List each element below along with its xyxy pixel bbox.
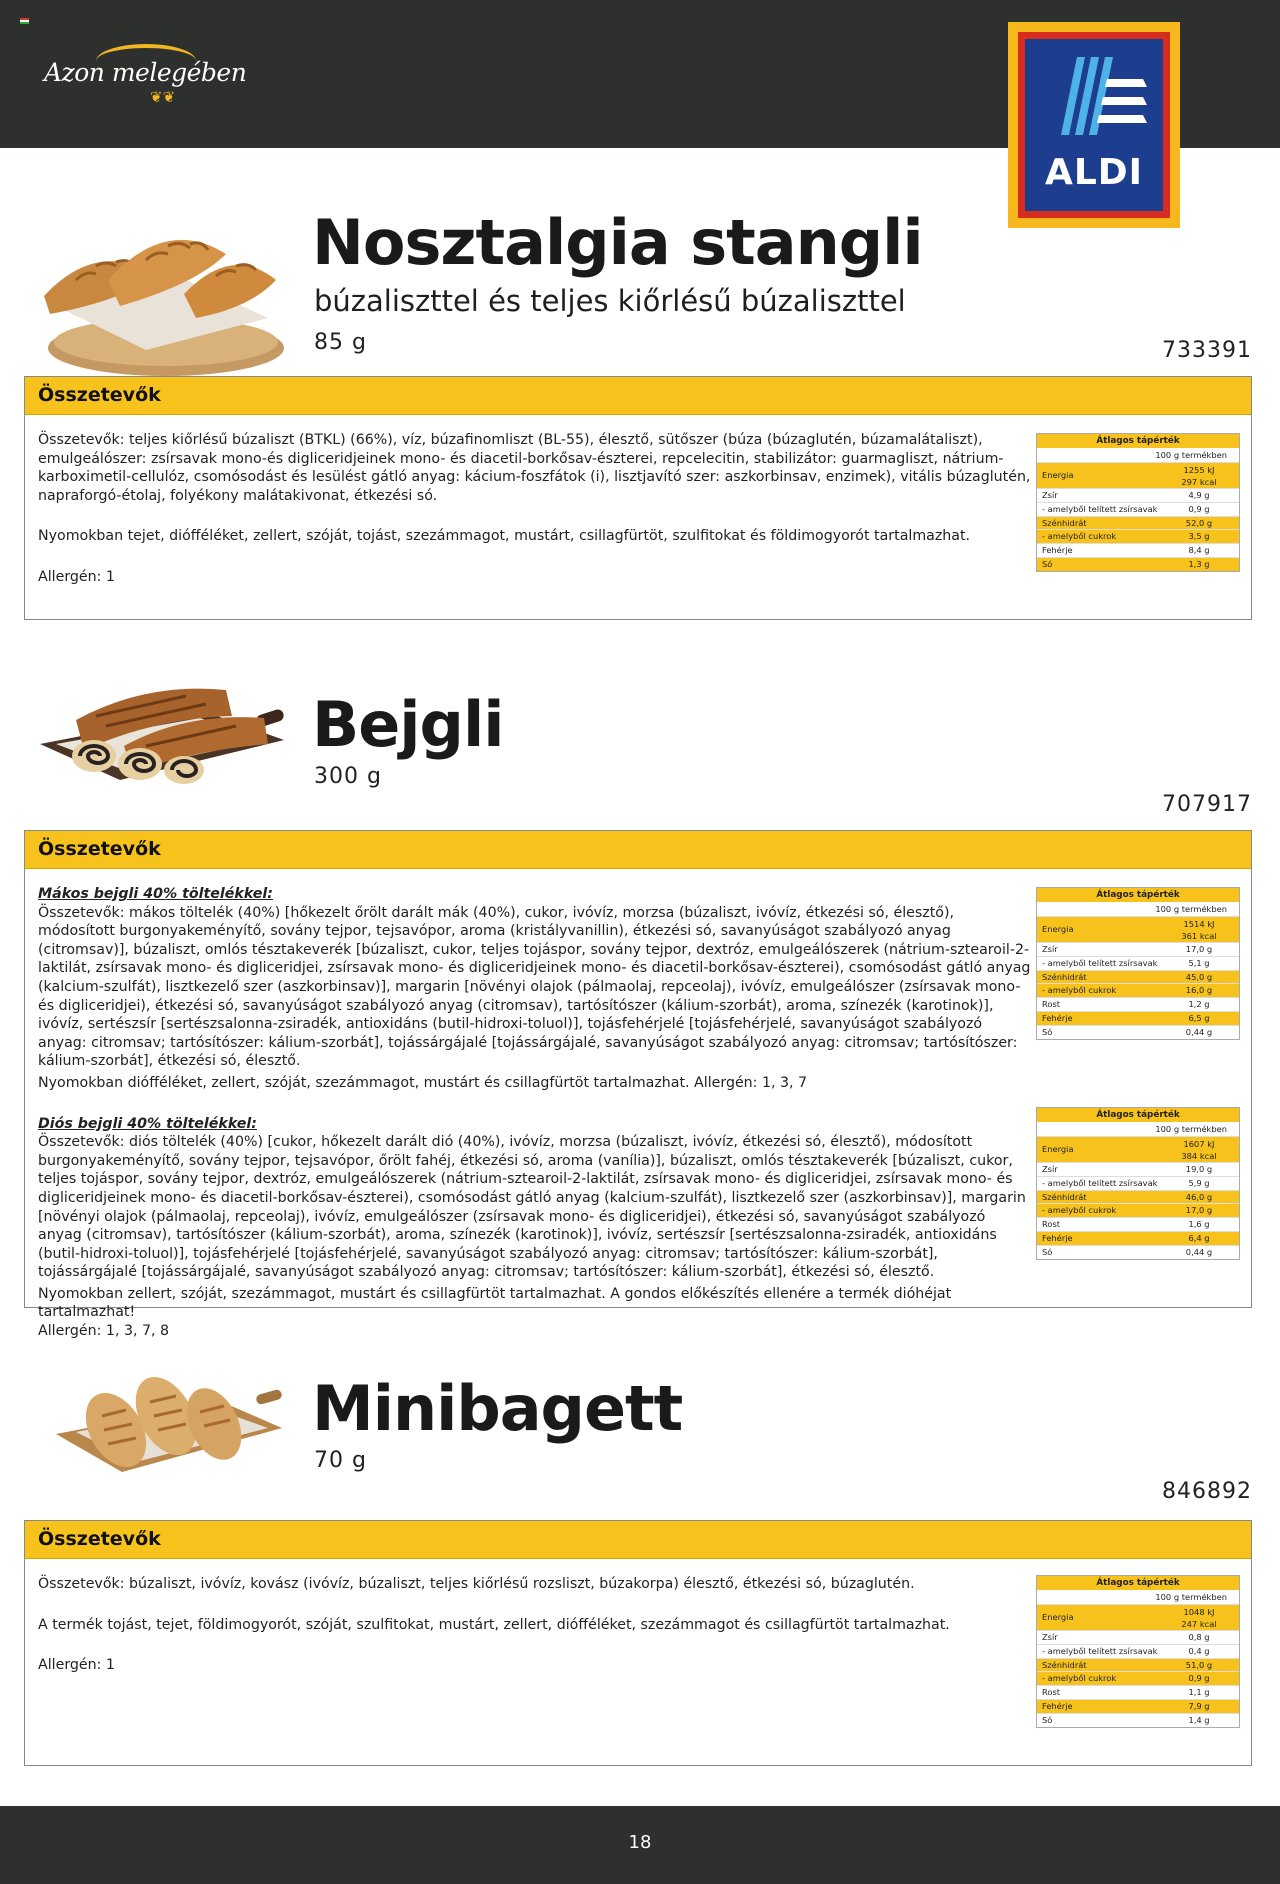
traces-text-dios: Nyomokban zellert, szóját, szezámmagot, mustárt és csillagfürtöt tartalmazhat. A gondos előkészítés ellenére a termék dióhéjat tartalmazhat!: [38, 1285, 952, 1321]
page-footer: [0, 1806, 1280, 1884]
product-title-minibagett: Minibagett: [312, 1372, 683, 1445]
ingredients-box-minibagett: [24, 1520, 1252, 1766]
product-weight-bejgli: 300 g: [314, 764, 382, 789]
ingredients-header: Összetevők: [25, 1521, 1251, 1559]
product-weight-stangli: 85 g: [314, 330, 367, 355]
traces-text: A termék tojást, tejet, földimogyorót, szóját, szulfitokat, mustárt, zellert, diófféléket, szezámmagot és csillagfürtöt tartalmazhat.: [38, 1616, 950, 1633]
allergen-text: Allergén: 1: [38, 1657, 115, 1674]
ingredients-text: Összetevők: búzaliszt, ivóvíz, kovász (ivóvíz, búzaliszt, teljes kiőrlésű rozsliszt, búzakorpa) élesztő, étkezési só, búzaglutén.: [38, 1576, 915, 1592]
allergen-text-dios: Allergén: 1, 3, 7, 8: [38, 1323, 170, 1340]
ingredients-header: Összetevők: [25, 831, 1251, 869]
ingredients-text-makos: Összetevők: mákos töltelék (40%) [hőkezelt őrölt darált mák (40%), cukor, ivóvíz, morzsa (búzaliszt, ivóvíz, étkezési só, élesztő), módosított burgonyakeményítő, sovány tejpor, tejsavópor, aroma (kristályvanillin), étkezési só, savanyúságot szabályozó anyag (citromsav)], búzaliszt, omlós tésztakeverék [búzaliszt, cukor, teljes tojáspor, sovány tejpor, dextróz, emulgeálószerek (nátrium-sztearoil-2-laktilát, zsírsavak mono- és digliceridjei, zsírsavak mono- és digliceridjeinek mono- és diacetil-borkősav-észterei), csomósodást gátló anyag (kalcium-szulfát), lisztkezelő szer (aszkorbinsav)], margarin [növényi olajok (pálmaolaj, repceolaj), ivóvíz, emulgeálószer (zsírsavak mono- és digliceridjei), étkezési só, savanyúságot szabályozó anyag (citromsav), tartósítószer (kálium-szorbát), aroma, színezék (karotinok)], ivóvíz, sertészsír [sertészsalonna-zsiradék, antioxidáns (butil-hidroxi-toluol)], tojásfehérjelé [tojásfehérjelé, savanyúságot szabályozó anyag: citromsav; tartósítószer: kálium-szorbát], tojássárgájalé [tojássárgájalé, savanyúságot szabályozó anyag: citromsav; tartósítószer: kálium-szorbát], étkezési só, élesztő.: [38, 904, 1031, 1070]
product-title-bejgli: Bejgli: [312, 688, 504, 761]
ingredients-box-stangli: [24, 376, 1252, 620]
page-number: 18: [628, 1832, 652, 1853]
nutrition-table-makos: Átlagos tápérték 100 g termékben Energia 1514 kJ 361 kcal Zsír 17,0 g - amelyből telített zsírsavak 5,1 g Szénhidrát 45,0 g - amelyből cukrok 16,0 g Rost 1,2 g Fehérje 6,5 g Só 0,44 g: [1036, 887, 1240, 1040]
minibagett-product-image: [46, 1366, 286, 1484]
ingredients-text: Összetevők: teljes kiőrlésű búzaliszt (BTKL) (66%), víz, búzafinomliszt (BL-55), élesztő, sütőszer (búza (búzaglutén, búzamalátaliszt), emulgeálószer: zsírsavak mono-és digliceridjeinek mono- és diacetil-borkősav-észterei, repcelecitin, stabilizátor: guarmagliszt, nátrium-karboximetil-cellulóz, csomósodást és lesülést gátló anyag: kácium-foszfátok (i), lisztjavító szer: aszkorbinsav, enzimek), vitális búzaglutén, napraforgó-étolaj, folyékony malátakivonat, étkezési só.: [38, 432, 1031, 504]
variant-heading-dios: Diós bejgli 40% töltelékkel:: [38, 1115, 257, 1132]
ingredients-header: Összetevők: [25, 377, 1251, 415]
product-title-stangli: Nosztalgia stangli: [312, 206, 923, 279]
bejgli-product-image: [36, 660, 286, 810]
nutrition-table-dios: Átlagos tápérték 100 g termékben Energia 1607 kJ 384 kcal Zsír 19,0 g - amelyből telített zsírsavak 5,9 g Szénhidrát 46,0 g - amelyből cukrok 17,0 g Rost 1,6 g Fehérje 6,4 g Só 0,44 g: [1036, 1107, 1240, 1260]
brand-tagline: Azon melegében: [44, 58, 247, 87]
ingredients-box-bejgli: [24, 830, 1252, 1340]
traces-text-makos: Nyomokban diófféléket, zellert, szóját, szezámmagot, mustárt és csillagfürtöt tartalmazhat. Allergén: 1, 3, 7: [38, 1074, 808, 1091]
product-code-stangli: 733391: [1162, 338, 1252, 363]
ingredients-text-dios: Összetevők: diós töltelék (40%) [cukor, hőkezelt darált dió (40%), ivóvíz, morzsa (búzaliszt, ivóvíz, étkezési só, élesztő), módosított burgonyakeményítő, sovány tejpor, tejsavópor, őrölt fahéj, étkezési só, aroma (vanília)], búzaliszt, omlós tésztakeverék [búzaliszt, cukor, teljes tojáspor, sovány tejpor, dextróz, emulgeálószerek (nátrium-sztearoil-2-laktilát, zsírsavak mono- és digliceridjei, zsírsavak mono- és digliceridjeinek mono- és diacetil-borkősav-észterei), csomósodást gátló anyag (kalcium-szulfát), lisztkezelő szer (aszkorbinsav)], margarin [növényi olajok (pálmaolaj, repceolaj), ivóvíz, emulgeálószer (zsírsavak mono- és digliceridjei), étkezési só, savanyúságot szabályozó anyag (citromsav), tartósítószer (kálium-szorbát), aroma, színezék (karotinok)], ivóvíz, sertészsír [sertészsalonna-zsiradék, antioxidáns (butil-hidroxi-toluol)], tojásfehérjelé [tojásfehérjelé, savanyúságot szabályozó anyag: citromsav; tartósítószer: kálium-szorbát], tojássárgájalé [tojássárgájalé, savanyúságot szabályozó anyag: citromsav; tartósítószer: kálium-szorbát], étkezési só, élesztő.: [38, 1134, 1026, 1281]
nutrition-table: Átlagos tápérték 100 g termékben Energia 1255 kJ 297 kcal Zsír 4,9 g - amelyből telített zsírsavak 0,9 g Szénhidrát 52,0 g - amelyből cukrok 3,5 g Fehérje 8,4 g Só 1,3 g: [1036, 433, 1240, 572]
stangli-product-image: [36, 210, 286, 378]
aldi-logo[interactable]: [1008, 22, 1180, 228]
product-code-bejgli: 707917: [1162, 792, 1252, 817]
variant-heading-makos: Mákos bejgli 40% töltelékkel:: [38, 886, 273, 902]
language-flag-icon[interactable]: [20, 18, 29, 24]
product-code-minibagett: 846892: [1162, 1479, 1252, 1504]
allergen-text: Allergén: 1: [38, 568, 115, 585]
product-subtitle-stangli: búzaliszttel és teljes kiőrlésű búzaliszttel: [314, 284, 906, 318]
aldi-wordmark: ALDI: [1044, 152, 1144, 193]
nutrition-table: Átlagos tápérték 100 g termékben Energia 1048 kJ 247 kcal Zsír 0,8 g - amelyből telített zsírsavak 0,4 g Szénhidrát 51,0 g - amelyből cukrok 0,9 g Rost 1,1 g Fehérje 7,9 g Só 1,4 g: [1036, 1575, 1240, 1728]
wheat-icon: ❦❦: [150, 88, 176, 106]
aldi-stripes-icon: [1047, 57, 1147, 135]
traces-text: Nyomokban tejet, diófféléket, zellert, szóját, tojást, szezámmagot, mustárt, csillagfürtöt, szulfitokat és földimogyorót tartalmazhat.: [38, 528, 971, 545]
product-weight-minibagett: 70 g: [314, 1448, 367, 1473]
